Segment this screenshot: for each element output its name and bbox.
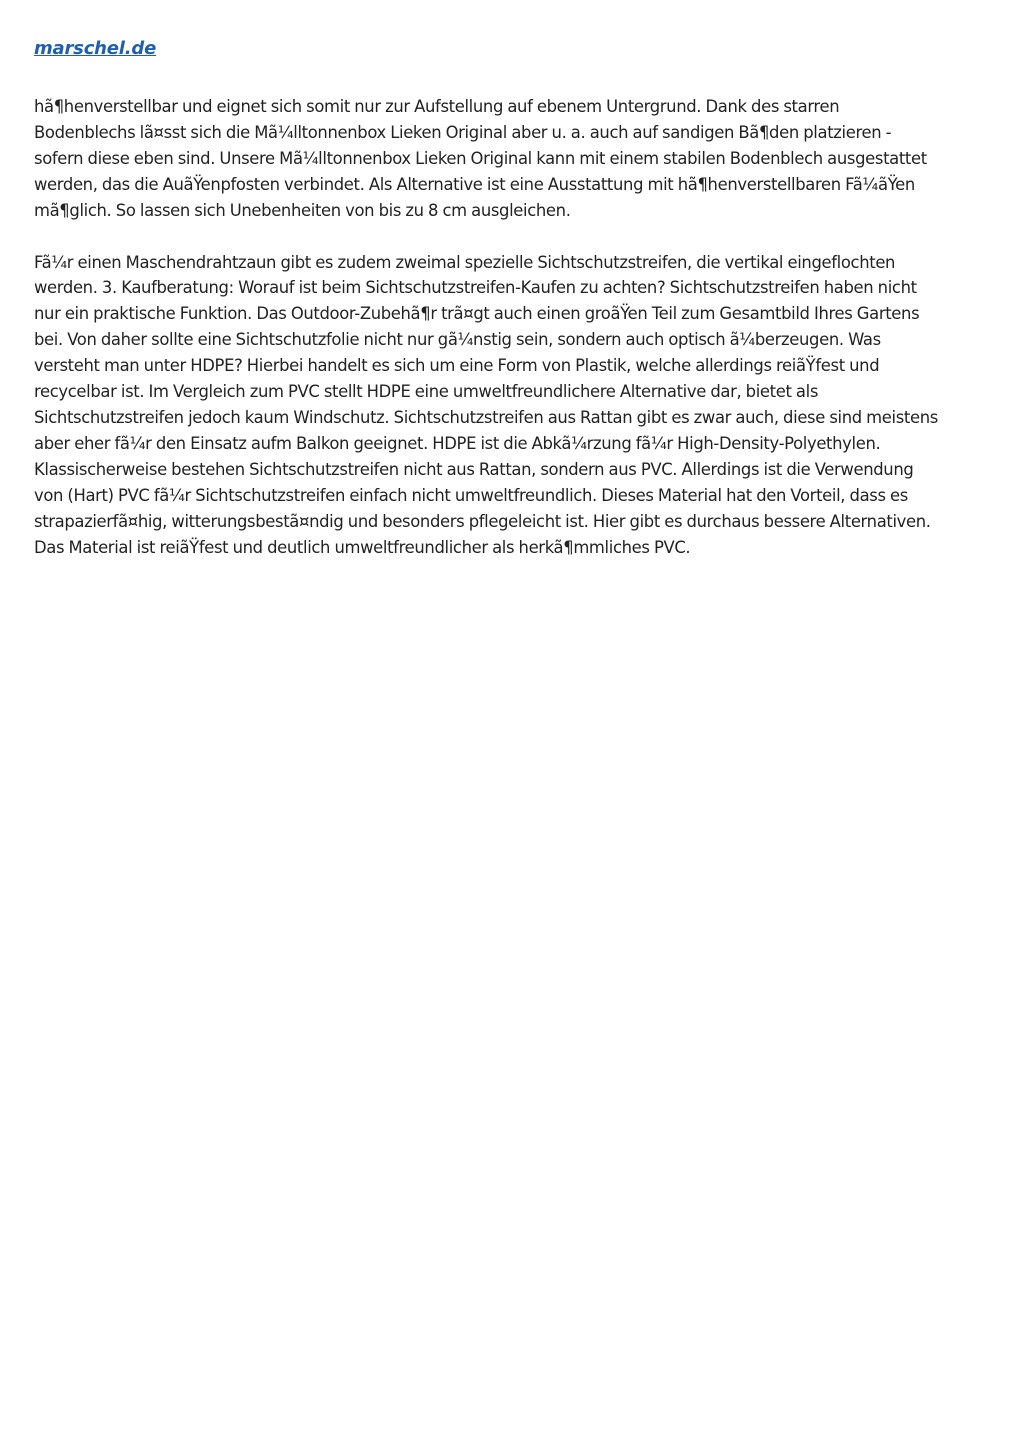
document-page <box>34 36 990 560</box>
paragraph-line: sofern diese eben sind. Unsere Mã¼lltonnenbox Lieken Original kann mit einem stabilen Bodenblech ausgestattet <box>34 148 927 168</box>
paragraph-line: Das Material ist reiãŸfest und deutlich umweltfreundlicher als herkã¶mmliches PVC. <box>34 537 691 557</box>
paragraph-line: hã¶henverstellbar und eignet sich somit nur zur Aufstellung auf ebenem Untergrund. Dank des starren <box>34 97 840 116</box>
paragraph-line: strapazierfã¤hig, witterungsbestã¤ndig und besonders pflegeleicht ist. Hier gibt es durchaus bessere Alternativen. <box>34 511 931 531</box>
paragraph-line: Klassischerweise bestehen Sichtschutzstreifen nicht aus Rattan, sondern aus PVC. Allerdings ist die Verwendung <box>34 459 914 479</box>
site-link[interactable]: marschel.de <box>34 38 157 59</box>
paragraph-line: von (Hart) PVC fã¼r Sichtschutzstreifen einfach nicht umweltfreundlich. Dieses Material hat den Vorteil, dass es <box>34 485 908 505</box>
paragraph-line: Sichtschutzstreifen jedoch kaum Windschutz. Sichtschutzstreifen aus Rattan gibt es zwar auch, diese sind meistens <box>34 407 938 427</box>
paragraph-line: werden. 3. Kaufberatung: Worauf ist beim Sichtschutzstreifen-Kaufen zu achten? Sichtschutzstreifen haben nicht <box>34 278 917 298</box>
paragraph-1 <box>34 94 990 224</box>
paragraph-line: Fã¼r einen Maschendrahtzaun gibt es zudem zweimal spezielle Sichtschutzstreifen, die vertikal eingeflochten <box>34 252 896 272</box>
paragraph-line: versteht man unter HDPE? Hierbei handelt es sich um eine Form von Plastik, welche allerdings reiãŸfest und <box>34 356 880 376</box>
paragraph-line: recycelbar ist. Im Vergleich zum PVC stellt HDPE eine umweltfreundlichere Alternative dar, bietet als <box>34 382 819 402</box>
paragraph-line: mã¶glich. So lassen sich Unebenheiten von bis zu 8 cm ausgleichen. <box>34 200 571 220</box>
paragraph-line: aber eher fã¼r den Einsatz aufm Balkon geeignet. HDPE ist die Abkã¼rzung fã¼r High-Density-Polyethylen. <box>34 433 881 453</box>
paragraph-line: Bodenblechs lã¤sst sich die Mã¼lltonnenbox Lieken Original aber u. a. auch auf sandigen Bã¶den platzieren - <box>34 122 892 142</box>
paragraph-line: bei. Von daher sollte eine Sichtschutzfolie nicht nur gã¼nstig sein, sondern auch optisch ã¼berzeugen. Was <box>34 330 881 350</box>
paragraph-2 <box>34 250 990 561</box>
paragraph-line: werden, das die AuãŸenpfosten verbindet. Als Alternative ist eine Ausstattung mit hã¶henverstellbaren Fã¼ãŸen <box>34 174 915 194</box>
paragraph-line: nur ein praktische Funktion. Das Outdoor-Zubehã¶r trã¤gt auch einen groãŸen Teil zum Gesamtbild Ihres Gartens <box>34 304 920 324</box>
